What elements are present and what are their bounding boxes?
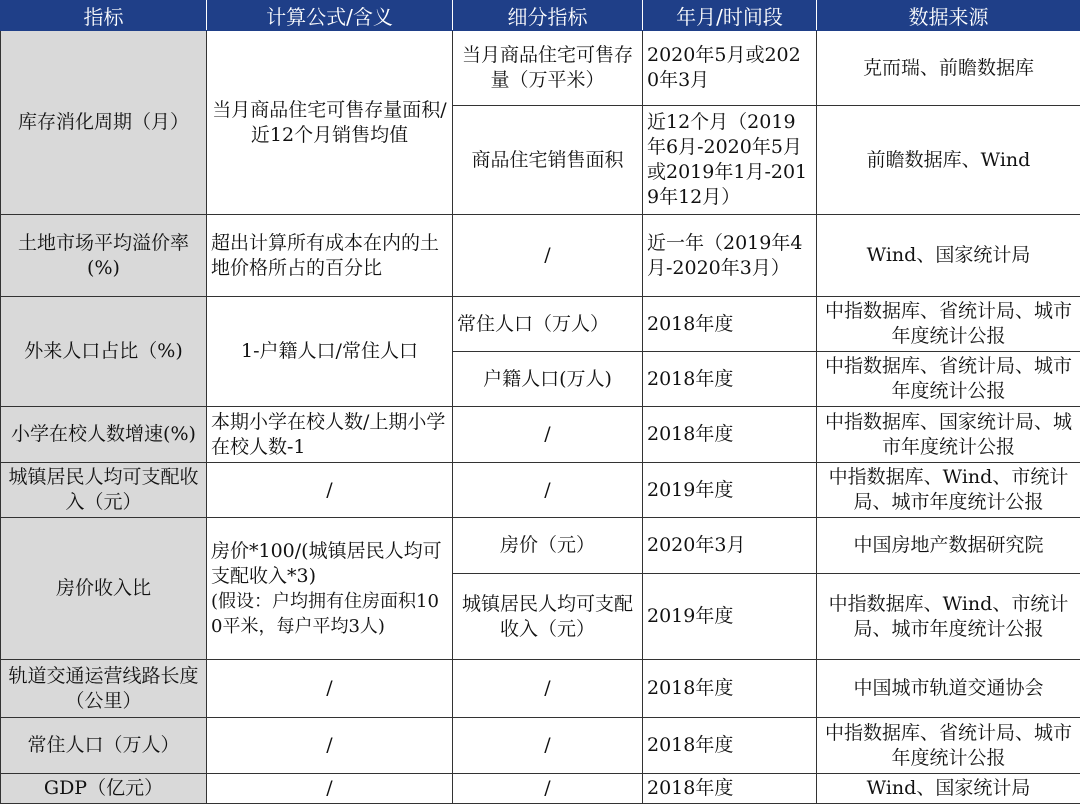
source-cell: 中指数据库、Wind、市统计局、城市年度统计公报 [817,463,1080,518]
sub-indicator-cell: / [453,407,643,463]
indicator-cell: 外来人口占比（%) [1,297,207,407]
indicator-cell: 房价收入比 [1,518,207,660]
source-cell: 中指数据库、省统计局、城市年度统计公报 [817,352,1080,407]
table-row [1,407,1080,463]
source-cell: 前瞻数据库、Wind [817,106,1080,215]
source-cell: Wind、国家统计局 [817,215,1080,297]
formula-note: (假设：户均拥有住房面积100平米，每户平均3人) [211,589,448,639]
source-cell: 中指数据库、国家统计局、城市年度统计公报 [817,407,1080,463]
source-cell: Wind、国家统计局 [817,774,1080,804]
indicator-cell: GDP（亿元） [1,774,207,804]
header-indicator: 指标 [1,1,207,31]
period-cell: 2019年度 [643,574,817,660]
source-cell: 中指数据库、省统计局、城市年度统计公报 [817,718,1080,774]
period-cell: 2018年度 [643,774,817,804]
table-row [1,718,1080,774]
period-cell: 2020年5月或2020年3月 [643,31,817,106]
period-cell: 2019年度 [643,463,817,518]
header-formula: 计算公式/含义 [207,1,453,31]
formula-text: 房价*100/(城镇居民人均可支配收入*3) [211,539,448,589]
sub-indicator-cell: 城镇居民人均可支配收入（元） [453,574,643,660]
period-cell: 2018年度 [643,407,817,463]
table-row [1,518,1080,574]
table-row [1,660,1080,718]
indicator-cell: 常住人口（万人） [1,718,207,774]
period-cell: 2018年度 [643,718,817,774]
header-sub-indicator: 细分指标 [453,1,643,31]
source-cell: 中指数据库、省统计局、城市年度统计公报 [817,297,1080,352]
period-cell: 2020年3月 [643,518,817,574]
table-row [1,774,1080,804]
formula-cell: 1-户籍人口/常住人口 [207,297,453,407]
formula-cell [207,518,453,660]
source-cell: 中国房地产数据研究院 [817,518,1080,574]
sub-indicator-cell: 当月商品住宅可售存量（万平米） [453,31,643,106]
sub-indicator-cell: 常住人口（万人） [453,297,643,352]
period-cell: 2018年度 [643,352,817,407]
header-period: 年月/时间段 [643,1,817,31]
header-source: 数据来源 [817,1,1080,31]
sub-indicator-cell: / [453,660,643,718]
formula-cell: / [207,660,453,718]
sub-indicator-cell: 房价（元） [453,518,643,574]
sub-indicator-cell: / [453,718,643,774]
table-row [1,31,1080,106]
source-cell: 中指数据库、Wind、市统计局、城市年度统计公报 [817,574,1080,660]
sub-indicator-cell: / [453,463,643,518]
indicator-cell: 轨道交通运营线路长度（公里） [1,660,207,718]
period-cell: 近12个月（2019年6月-2020年5月或2019年1月-2019年12月） [643,106,817,215]
formula-cell: 当月商品住宅可售存量面积/近12个月销售均值 [207,31,453,215]
period-cell: 近一年（2019年4月-2020年3月） [643,215,817,297]
table-row [1,215,1080,297]
sub-indicator-cell: / [453,774,643,804]
formula-cell: / [207,718,453,774]
source-cell: 中国城市轨道交通协会 [817,660,1080,718]
formula-cell: 本期小学在校人数/上期小学在校人数-1 [207,407,453,463]
header-row [1,1,1080,31]
sub-indicator-cell: / [453,215,643,297]
indicator-cell: 土地市场平均溢价率(%) [1,215,207,297]
table-row [1,297,1080,352]
indicator-cell: 库存消化周期（月） [1,31,207,215]
source-cell: 克而瑞、前瞻数据库 [817,31,1080,106]
formula-cell: 超出计算所有成本在内的土地价格所占的百分比 [207,215,453,297]
period-cell: 2018年度 [643,660,817,718]
formula-cell: / [207,774,453,804]
formula-cell: / [207,463,453,518]
period-cell: 2018年度 [643,297,817,352]
table-row [1,463,1080,518]
indicator-cell: 城镇居民人均可支配收入（元） [1,463,207,518]
indicator-cell: 小学在校人数增速(%) [1,407,207,463]
sub-indicator-cell: 商品住宅销售面积 [453,106,643,215]
sub-indicator-cell: 户籍人口(万人) [453,352,643,407]
